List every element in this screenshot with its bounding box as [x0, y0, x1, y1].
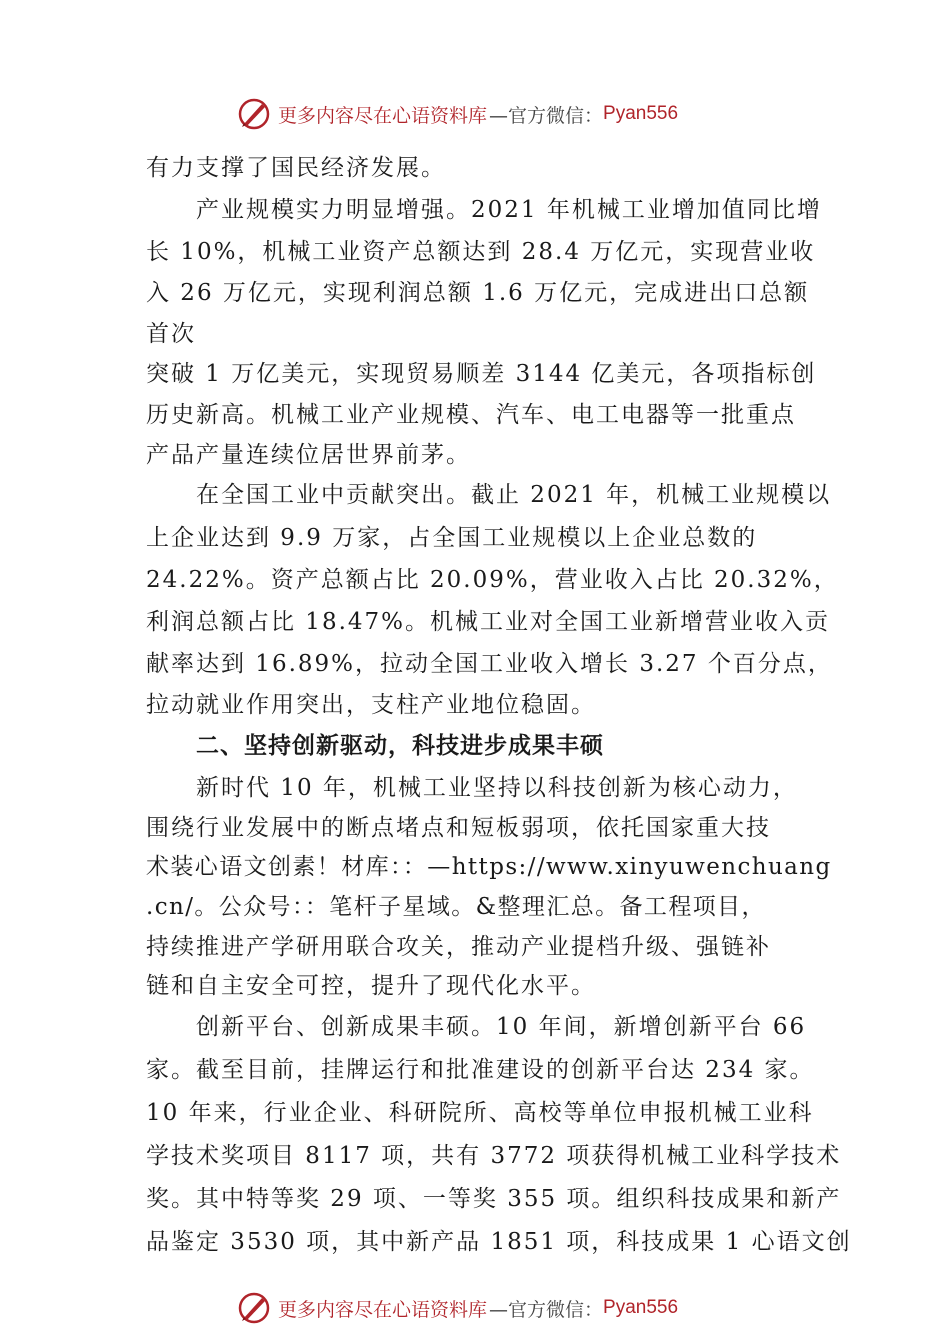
- banner-wechat-id: Pyan556: [603, 103, 679, 124]
- banner-wechat-id: Pyan556: [603, 1297, 679, 1318]
- banner-brand-text: 更多内容尽在心语资料库: [278, 104, 488, 127]
- text-line: 学技术奖项目 8117 项，共有 3772 项获得机械工业科学技术: [146, 1143, 842, 1169]
- text-line: 有力支撑了国民经济发展。: [146, 155, 446, 181]
- text-line: 在全国工业中贡献突出。截止 2021 年，机械工业规模以: [196, 482, 832, 508]
- banner-separator-text: —官方微信：: [489, 1298, 604, 1321]
- banner-brand-text: 更多内容尽在心语资料库: [278, 1298, 488, 1321]
- pen-logo-icon: [236, 1290, 272, 1326]
- text-line: 拉动就业作用突出，支柱产业地位稳固。: [146, 692, 596, 718]
- text-line: 利润总额占比 18.47%。机械工业对全国工业新增营业收入贡: [146, 609, 831, 635]
- text-line: 奖。其中特等奖 29 项、一等奖 355 项。组织科技成果和新产: [146, 1186, 842, 1212]
- text-line: 品鉴定 3530 项，其中新产品 1851 项，科技成果 1 心语文创: [146, 1229, 852, 1255]
- section-heading: 二、坚持创新驱动，科技进步成果丰硕: [196, 733, 604, 759]
- text-line: 家。截至目前，挂牌运行和批准建设的创新平台达 234 家。: [146, 1057, 815, 1083]
- text-line: 围绕行业发展中的断点堵点和短板弱项，依托国家重大技: [146, 815, 771, 841]
- text-line: 24.22%。资产总额占比 20.09%，营业收入占比 20.32%，: [146, 567, 839, 593]
- text-line: 献率达到 16.89%，拉动全国工业收入增长 3.27 个百分点，: [146, 651, 833, 677]
- text-line: 产业规模实力明显增强。2021 年机械工业增加值同比增: [196, 197, 822, 223]
- text-line: 首次: [146, 321, 196, 347]
- text-line: 链和自主安全可控，提升了现代化水平。: [146, 973, 596, 999]
- text-line: 术装心语文创素！材库：：—https://www.xinyuwenchuang: [146, 854, 832, 880]
- footer-watermark-banner: [236, 1290, 756, 1326]
- text-line: 入 26 万亿元，实现利润总额 1.6 万亿元，完成进出口总额: [146, 280, 810, 306]
- text-line: 上企业达到 9.9 万家，占全国工业规模以上企业总数的: [146, 525, 758, 551]
- text-line: 长 10%，机械工业资产总额达到 28.4 万亿元，实现营业收: [146, 239, 816, 265]
- text-line: 持续推进产学研用联合攻关，推动产业提档升级、强链补: [146, 934, 771, 960]
- text-line: 突破 1 万亿美元，实现贸易顺差 3144 亿美元，各项指标创: [146, 361, 817, 387]
- text-line: 新时代 10 年，机械工业坚持以科技创新为核心动力，: [196, 775, 798, 801]
- text-line: 产品产量连续位居世界前茅。: [146, 442, 471, 468]
- text-line: 创新平台、创新成果丰硕。10 年间，新增创新平台 66: [196, 1014, 807, 1040]
- header-watermark-banner: [236, 96, 756, 132]
- pen-logo-icon: [236, 96, 272, 132]
- text-line: 历史新高。机械工业产业规模、汽车、电工电器等一批重点: [146, 402, 796, 428]
- banner-separator-text: —官方微信：: [489, 104, 604, 127]
- text-line: .cn/。公众号：：笔杆子星域。&整理汇总。备工程项目，: [146, 894, 766, 920]
- text-line: 10 年来，行业企业、科研院所、高校等单位申报机械工业科: [146, 1100, 814, 1126]
